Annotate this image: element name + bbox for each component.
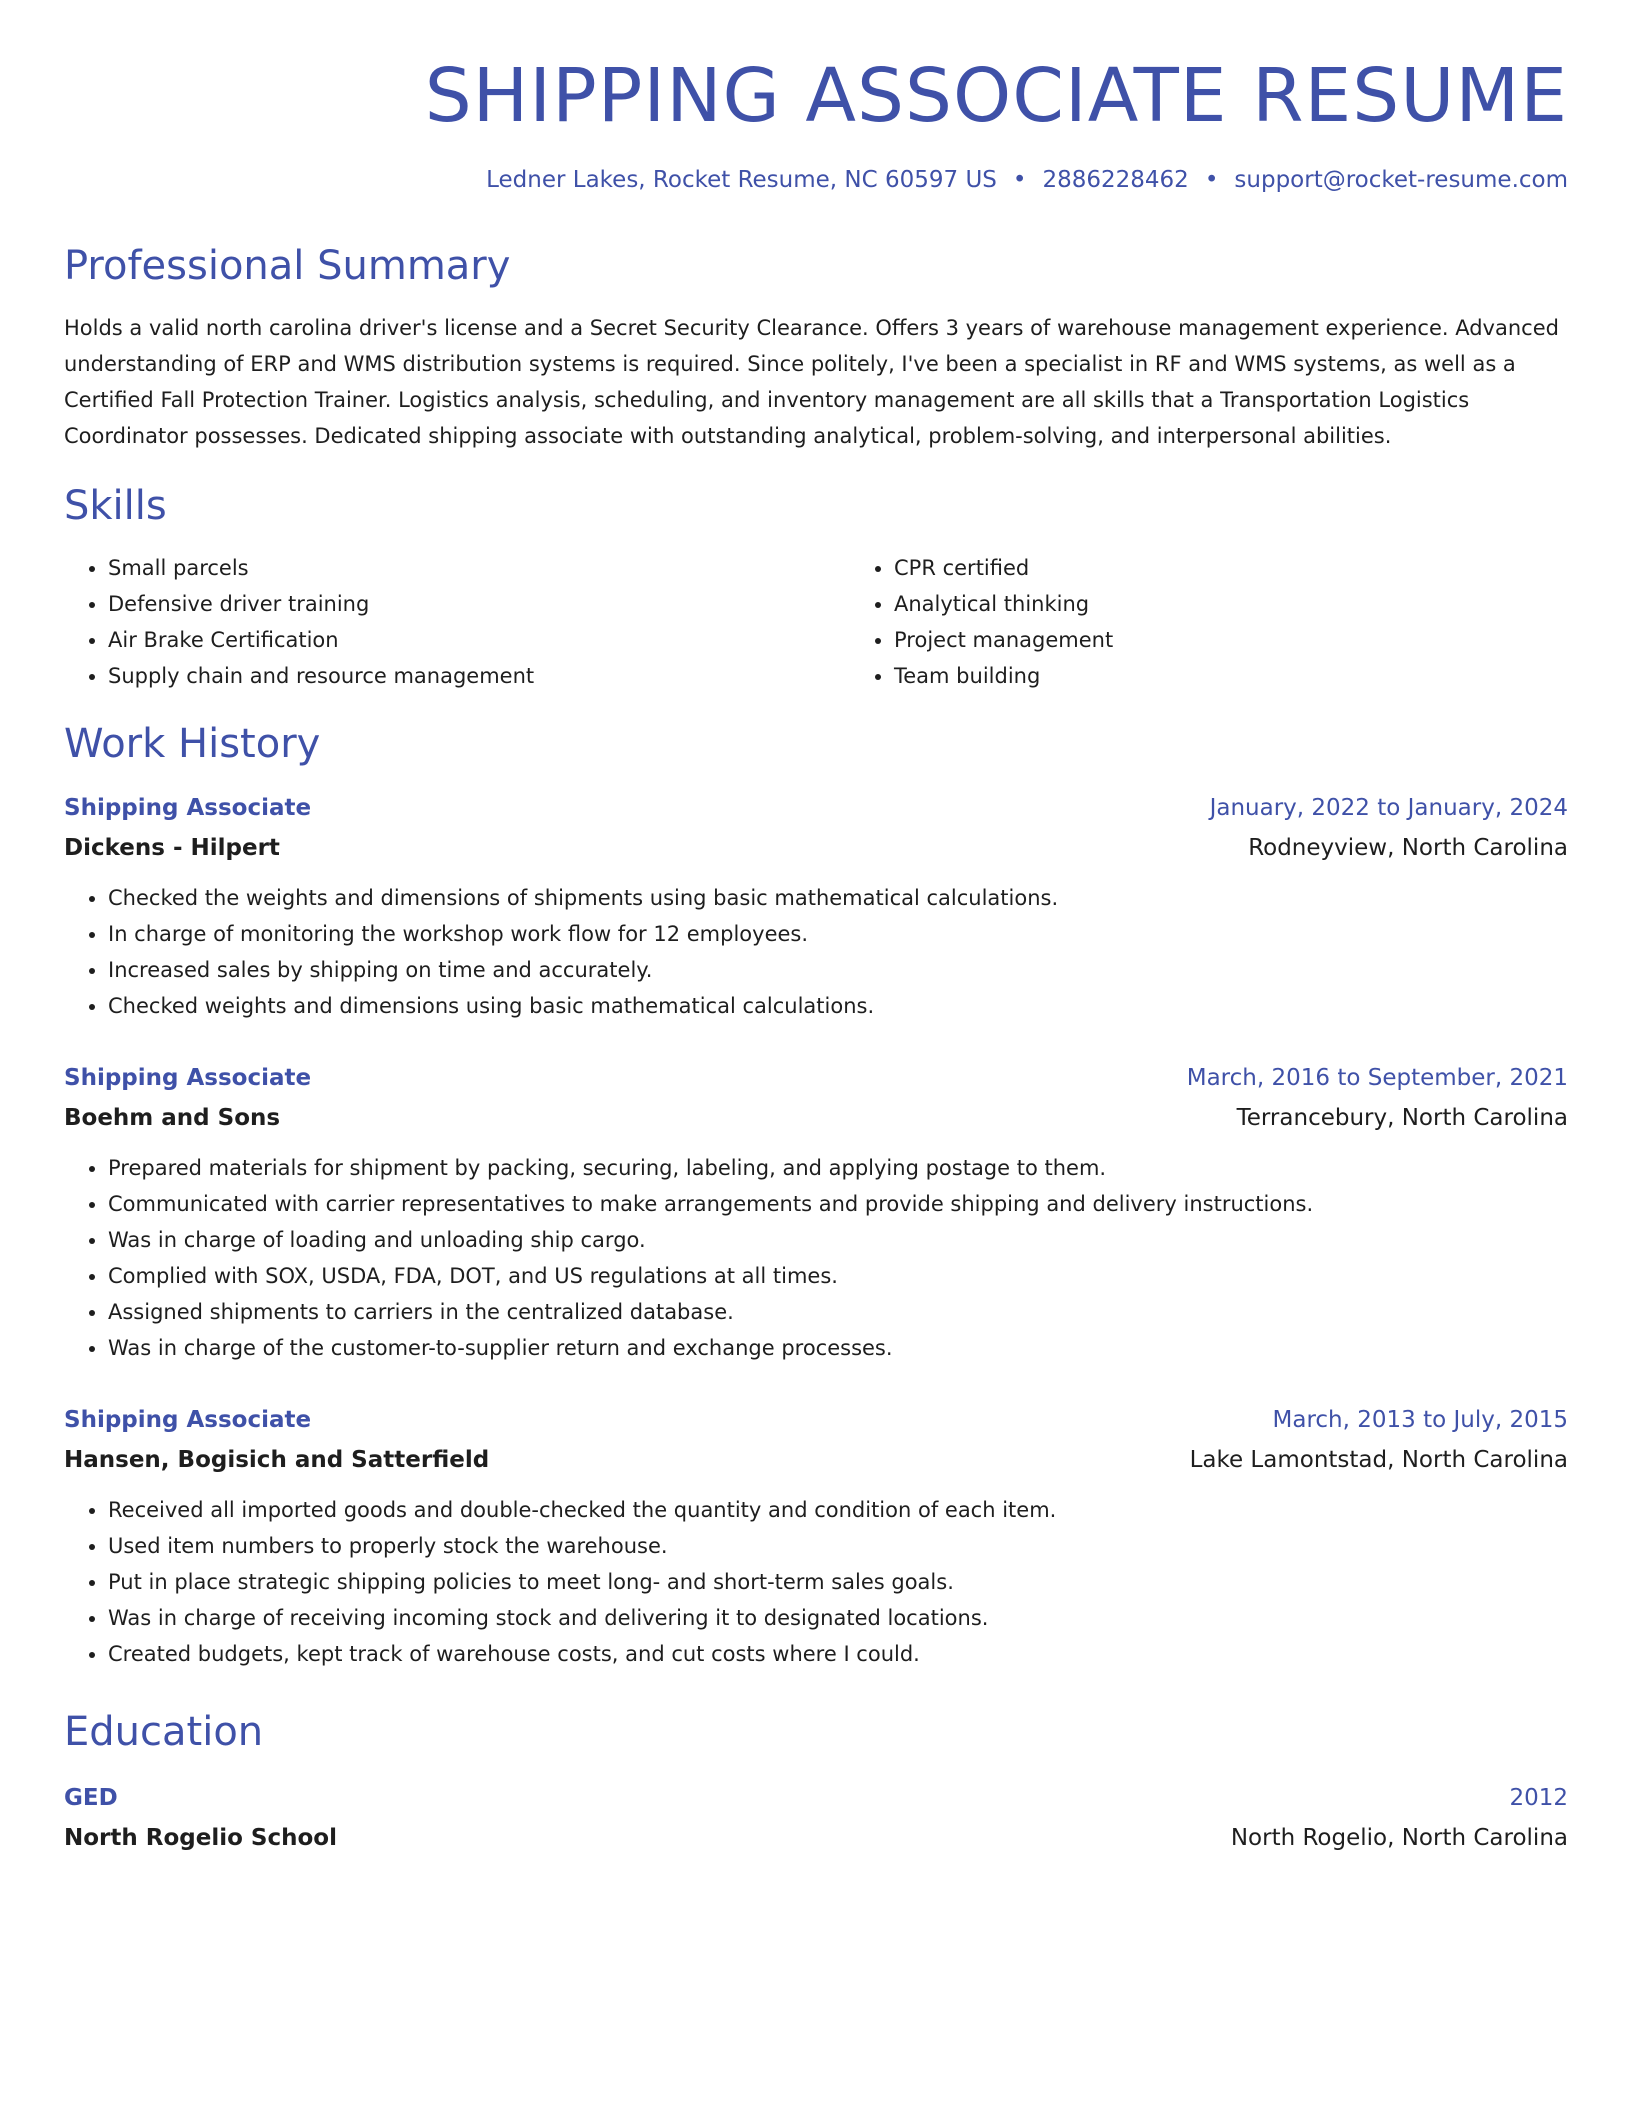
- job-bullet: • Created budgets, kept track of warehouse costs, and cut costs where I could.: [108, 1636, 1568, 1672]
- job-dates: March, 2013 to July, 2015: [1272, 1407, 1568, 1434]
- skill-item: • Air Brake Certification: [108, 622, 850, 658]
- skill-item: • Project management: [894, 622, 1632, 658]
- job-bullet: • Checked the weights and dimensions of shipments using basic mathematical calculations.: [108, 880, 1568, 916]
- job-bullet: • Was in charge of receiving incoming stock and delivering it to designated locations.: [108, 1600, 1568, 1636]
- education-degree: GED: [64, 1785, 118, 1812]
- job-bullets: [64, 1150, 1568, 1366]
- skills-column-right: [850, 550, 1632, 694]
- contact-separator: •: [1204, 166, 1219, 193]
- job-header-row: [64, 792, 1568, 824]
- job-title: Shipping Associate: [64, 1407, 312, 1434]
- job-company: Dickens - Hilpert: [64, 835, 280, 862]
- job-company-row: [64, 824, 1568, 864]
- education-year: 2012: [1509, 1785, 1568, 1812]
- job-location: Rodneyview, North Carolina: [1248, 835, 1568, 862]
- section-title-work-history: Work History: [64, 721, 321, 768]
- contact-separator: •: [1012, 166, 1027, 193]
- job-entry: [64, 792, 1568, 1024]
- job-bullet: • Assigned shipments to carriers in the centralized database.: [108, 1294, 1568, 1330]
- job-location: Terrancebury, North Carolina: [1236, 1105, 1568, 1132]
- job-bullets: [64, 1492, 1568, 1672]
- contact-address: Ledner Lakes, Rocket Resume, NC 60597 US: [486, 166, 997, 193]
- job-bullet: • Received all imported goods and double-checked the quantity and condition of each item.: [108, 1492, 1568, 1528]
- job-entry: [64, 1404, 1568, 1672]
- education-header-row: [64, 1782, 1568, 1814]
- contact-email: support@rocket-resume.com: [1234, 166, 1568, 193]
- section-title-education: Education: [64, 1709, 264, 1756]
- job-bullet: • Was in charge of loading and unloading ship cargo.: [108, 1222, 1568, 1258]
- job-header-row: [64, 1404, 1568, 1436]
- job-bullet: • Prepared materials for shipment by packing, securing, labeling, and applying postage to them.: [108, 1150, 1568, 1186]
- job-dates: March, 2016 to September, 2021: [1186, 1065, 1568, 1092]
- education-entry: [64, 1782, 1568, 1854]
- section-title-summary: Professional Summary: [64, 243, 511, 290]
- resume-header: [64, 0, 1568, 194]
- skills-list: [64, 550, 1568, 694]
- job-bullet: • Increased sales by shipping on time and accurately.: [108, 952, 1568, 988]
- job-bullet: • Was in charge of the customer-to-supplier return and exchange processes.: [108, 1330, 1568, 1366]
- contact-phone: 2886228462: [1042, 166, 1189, 193]
- job-bullet: • Used item numbers to properly stock the warehouse.: [108, 1528, 1568, 1564]
- job-header-row: [64, 1062, 1568, 1094]
- skill-item: • CPR certified: [894, 550, 1632, 586]
- contact-line: [64, 167, 1568, 195]
- job-company-row: [64, 1436, 1568, 1476]
- job-title: Shipping Associate: [64, 795, 312, 822]
- job-company: Boehm and Sons: [64, 1105, 281, 1132]
- job-bullet: • Complied with SOX, USDA, FDA, DOT, and US regulations at all times.: [108, 1258, 1568, 1294]
- job-location: Lake Lamontstad, North Carolina: [1189, 1447, 1568, 1474]
- summary-text: Holds a valid north carolina driver's license and a Secret Security Clearance. Offers 3 years of warehouse management experience. Advanced understanding of ERP and WMS distribution systems is required. Since politely, I've been a specialist in RF and WMS systems, as well as a Certified Fall Protection Trainer. Logistics analysis, scheduling, and inventory management are all skills that a Transportation Logistics Coordinator possesses. Dedicated shipping associate with outstanding analytical, problem-solving, and interpersonal abilities.: [64, 316, 1559, 449]
- job-bullet: • Communicated with carrier representatives to make arrangements and provide shipping and delivery instructions.: [108, 1186, 1568, 1222]
- skill-item: • Supply chain and resource management: [108, 658, 850, 694]
- job-dates: January, 2022 to January, 2024: [1209, 795, 1568, 822]
- skills-column-left: [64, 550, 850, 694]
- job-bullet: • In charge of monitoring the workshop work flow for 12 employees.: [108, 916, 1568, 952]
- job-company: Hansen, Bogisich and Satterfield: [64, 1447, 490, 1474]
- section-title-skills: Skills: [64, 483, 167, 530]
- skill-item: • Small parcels: [108, 550, 850, 586]
- education-school: North Rogelio School: [64, 1825, 337, 1852]
- resume-title: SHIPPING ASSOCIATE RESUME: [424, 53, 1568, 139]
- job-bullets: [64, 880, 1568, 1024]
- education-school-row: [64, 1814, 1568, 1854]
- job-bullet: • Put in place strategic shipping policies to meet long- and short-term sales goals.: [108, 1564, 1568, 1600]
- job-entry: [64, 1062, 1568, 1366]
- job-title: Shipping Associate: [64, 1065, 312, 1092]
- skill-item: • Team building: [894, 658, 1632, 694]
- skill-item: • Analytical thinking: [894, 586, 1632, 622]
- education-location: North Rogelio, North Carolina: [1230, 1825, 1568, 1852]
- job-company-row: [64, 1094, 1568, 1134]
- skill-item: • Defensive driver training: [108, 586, 850, 622]
- job-bullet: • Checked weights and dimensions using basic mathematical calculations.: [108, 988, 1568, 1024]
